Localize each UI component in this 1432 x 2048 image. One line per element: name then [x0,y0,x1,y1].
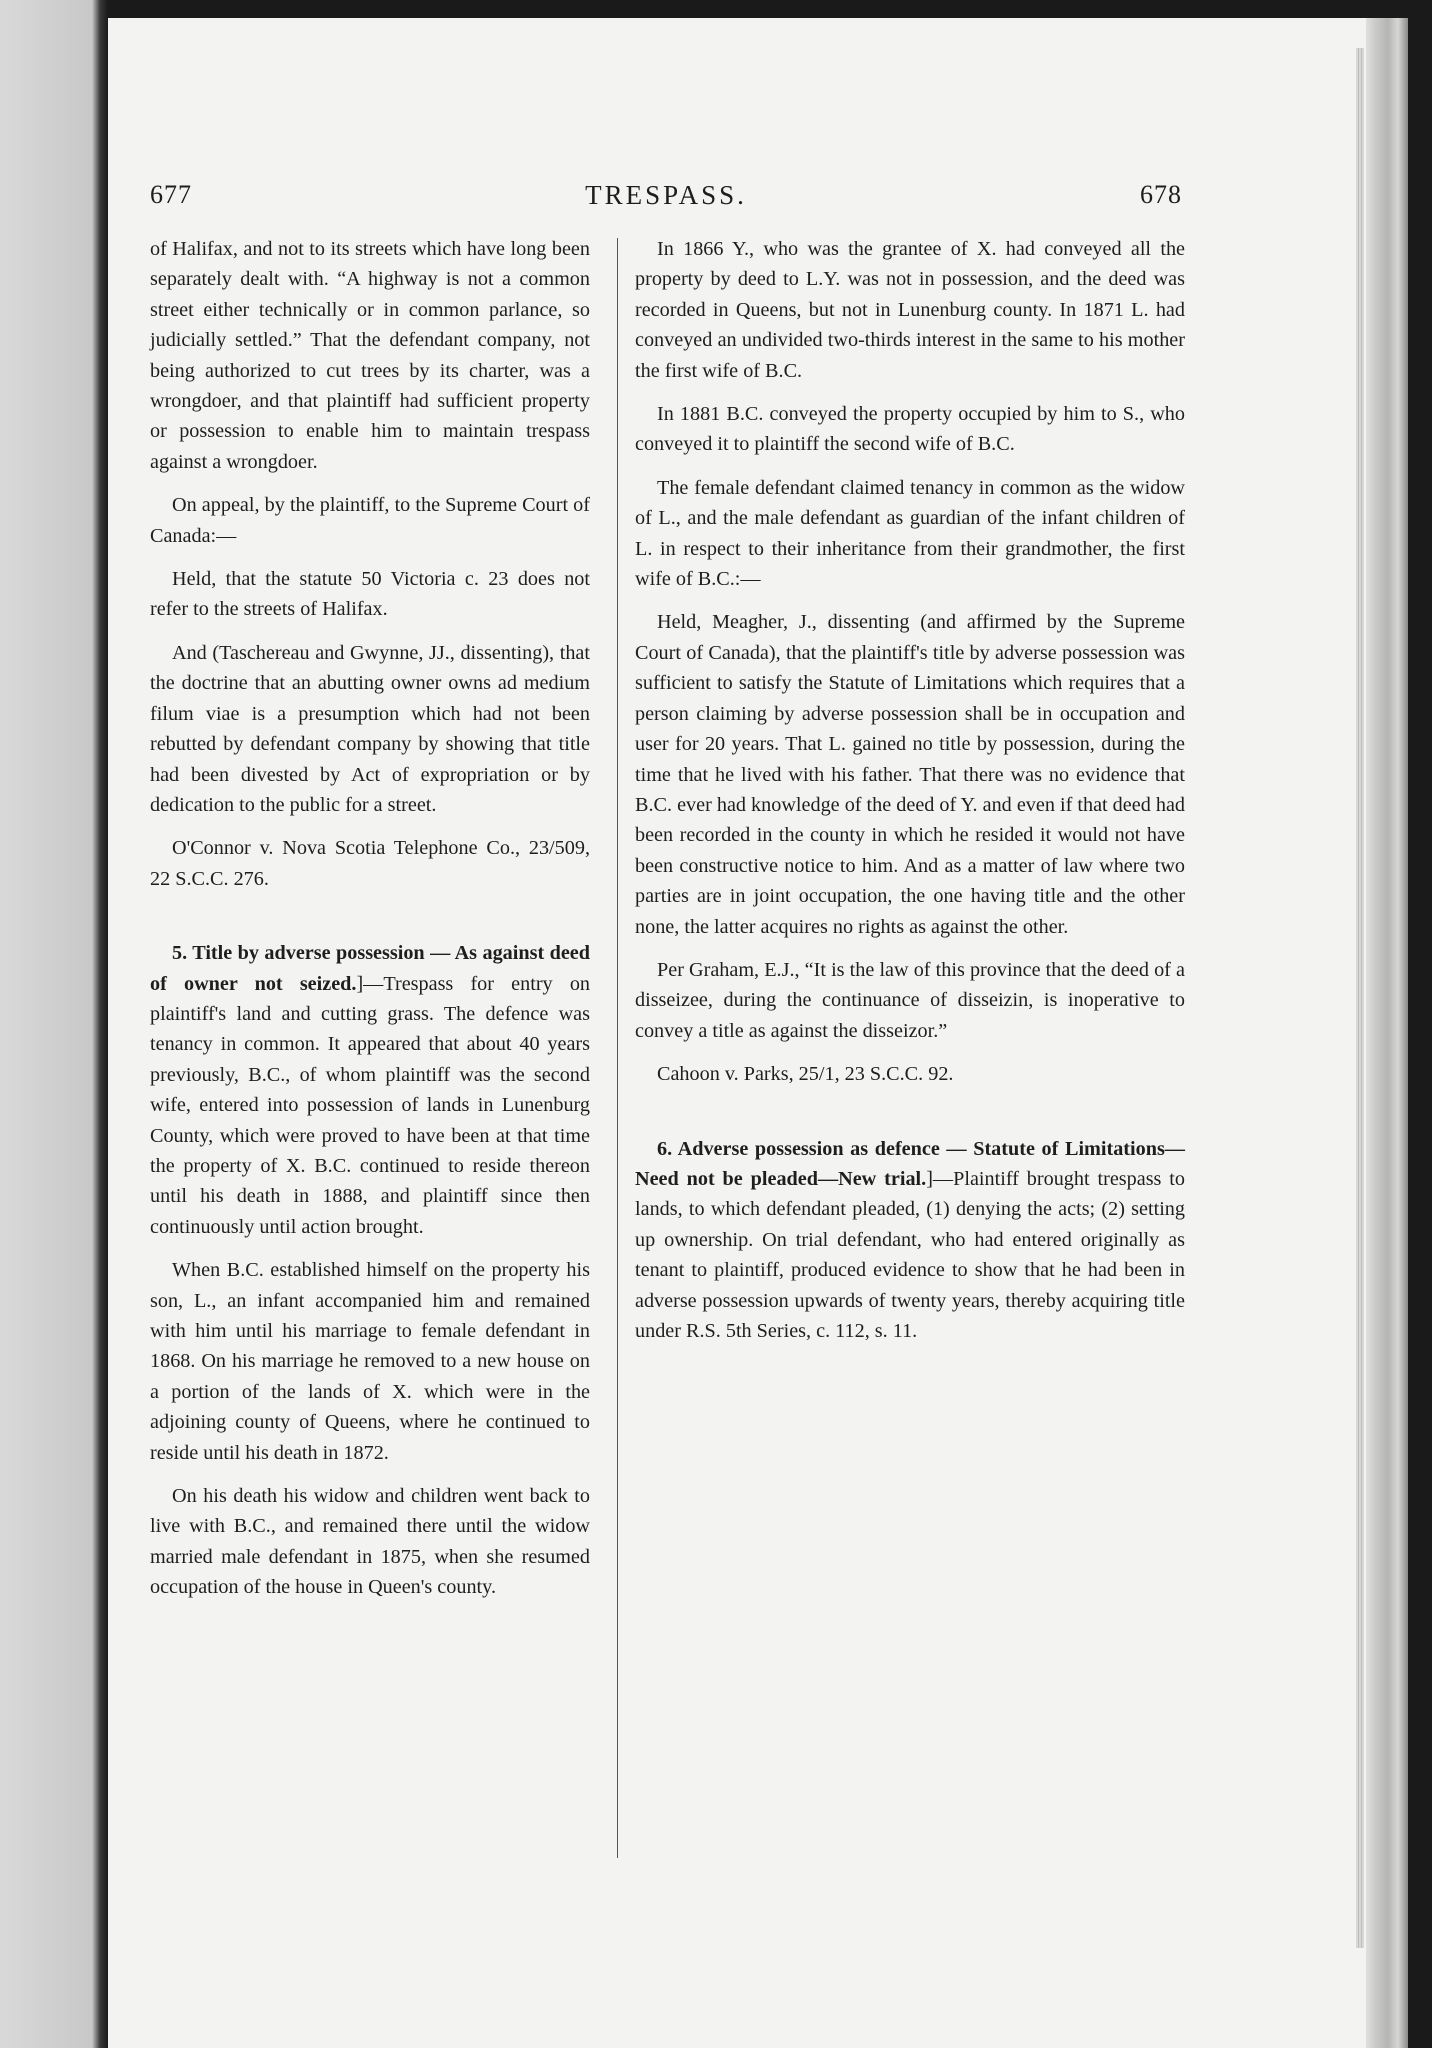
paragraph: of Halifax, and not to its streets which have long been separately dealt with. “A highway is not a common street either technically or in common parlance, so judicially settled.” That the defendant company, not being authorized to cut trees by its charter, was a wrongdoer, and that plaintiff had sufficient property or possession to enable him to maintain trespass against a wrongdoer. [150,238,590,473]
case-citation: O'Connor v. Nova Scotia Telephone Co., 23/509, 22 S.C.C. 276. [150,837,590,890]
page-number-right: 678 [1140,180,1182,209]
holding-paragraph: Held, Meagher, J., dissenting (and affirmed by the Supreme Court of Canada), that the plaintiff's title by adverse possession was sufficient to satisfy the Statute of Limitations which requires that a person claiming by adverse possession shall be in occupation and user for 20 years. That L. gained no title by possession, during the time that he lived with his father. That there was no evidence that B.C. ever had knowledge of the deed of Y. and even if that deed had been recorded in the county in which he resided it would not have been constructive notice to him. And as a matter of law where two parties are in joint occupation, the one having title and the other none, the latter acquires no rights as against the other. [635,611,1185,938]
page-number-left: 677 [150,180,192,209]
paragraph: On his death his widow and children went back to live with B.C., and remained there until the widow married male defendant in 1875, when she resumed occupation of the house in Queen's county. [150,1485,590,1599]
previous-page-edge [0,0,108,2048]
right-column [635,234,1185,1359]
holding-paragraph: Held, that the statute 50 Victoria c. 23 does not refer to the streets of Halifax. [150,568,590,621]
paragraph: On appeal, by the plaintiff, to the Supreme Court of Canada:— [150,494,590,547]
section-text: ]—Trespass for entry on plaintiff's land and cutting grass. The defence was tenancy in common. It appeared that about 40 years previously, B.C., of whom plaintiff was the second wife, entered into possession of lands in Lunenburg County, which were proved to have been at that time the property of X. B.C. continued to reside thereon until his death in 1888, and plaintiff since then continuously until action brought. [150,972,591,1238]
section-6 [635,1134,1185,1347]
section-heading: 5. Title by adverse possession — As against deed of owner not seized. [150,942,590,995]
paragraph: In 1866 Y., who was the grantee of X. had conveyed all the property by deed to L.Y. was not in possession, and the deed was recorded in Queens, but not in Lunenburg county. In 1871 L. had conveyed an undivided two-thirds interest in the same to his mother the first wife of B.C. [635,238,1185,382]
paragraph: The female defendant claimed tenancy in common as the widow of L., and the male defendant as guardian of the infant children of L. in respect to their inheritance from their grandmother, the first wife of B.C.:— [635,476,1185,591]
case-citation: Cahoon v. Parks, 25/1, 23 S.C.C. 92. [657,1063,954,1086]
quotation-paragraph: Per Graham, E.J., “It is the law of this province that the deed of a disseizee, during the continuance of disseizin, is inoperative to convey a title as against the disseizor.” [635,958,1185,1042]
paragraph: In 1881 B.C. conveyed the property occupied by him to S., who conveyed it to plaintiff the second wife of B.C. [635,403,1185,456]
paragraph: And (Taschereau and Gwynne, JJ., dissenting), that the doctrine that an abutting owner owns ad medium filum viae is a presumption which had not been rebutted by defendant company by showing that title had been divested by Act of expropriation or by dedication to the public for a street. [150,641,590,816]
column-divider [617,238,618,1858]
book-fore-edge [1366,18,1408,2048]
section-heading: 6. Adverse possession as defence — Statute of Limitations—Need not be pleaded—New trial. [635,1137,1185,1190]
section-text: ]—Plaintiff brought trespass to lands, to which defendant pleaded, (1) denying the acts; (2) setting up ownership. On trial defendant, who had entered originally as tenant to plaintiff, produced evidence to show that he had been in adverse possession upwards of twenty years, thereby acquiring title under R.S. 5th Series, c. 112, s. 11. [635,1167,1186,1342]
paragraph: When B.C. established himself on the property his son, L., an infant accompanied him and remained with him until his marriage to female defendant in 1868. On his marriage he removed to a new house on a portion of the lands of X. which were in the adjoining county of Queens, where he continued to reside until his death in 1872. [150,1259,590,1464]
section-5 [150,938,590,1242]
running-header [150,180,1182,220]
page-stack-edges [1356,48,1364,1948]
running-title: TRESPASS. [585,180,747,210]
left-column [150,234,590,1616]
